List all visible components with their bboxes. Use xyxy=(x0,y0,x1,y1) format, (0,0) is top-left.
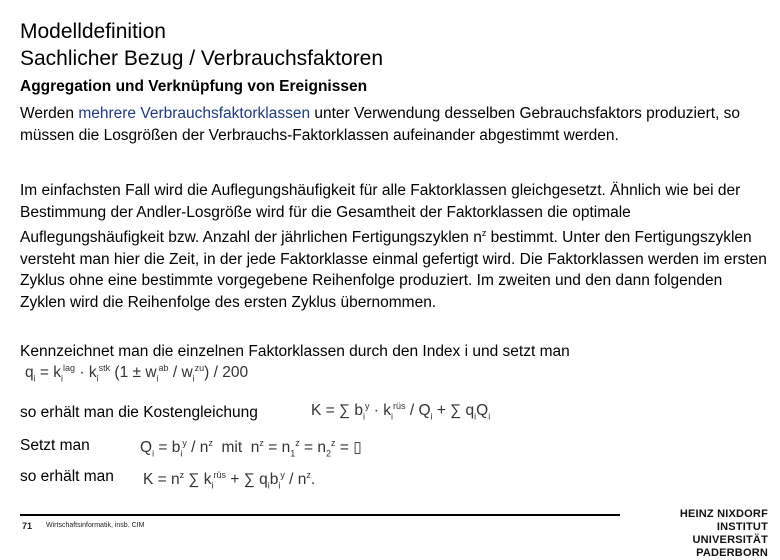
p1-highlight: mehrere Verbrauchsfaktorklassen xyxy=(78,105,311,122)
footer-divider xyxy=(20,514,620,516)
formula-setzt: $Q_i = b_i^y / n^z$ mit $n^z = n_1^z = n_2^z$ = ▯ xyxy=(140,438,362,459)
p2-part-1: Im einfachsten Fall wird die Auflegungshäufigkeit für alle Faktorklassen gleichgesetzt. Ähnlich wie bei der Bestimmung der Andler-Losgröße wird für die Gesamtheit der Faktorklassen die optimale Auflegungshäufigkeit bzw. Anzahl der jährlichen Fertigungszyklen n xyxy=(20,182,741,247)
p2-superscript: z xyxy=(481,228,487,238)
logo-line-1: HEINZ NIXDORF INSTITUT xyxy=(679,508,768,533)
label-so-erhaelt: so erhält man xyxy=(20,468,114,485)
subheading: Aggregation und Verknüpfung von Ereignissen xyxy=(20,78,368,95)
slide-title xyxy=(20,18,383,72)
paragraph-3: Kennzeichnet man die einzelnen Faktorklassen durch den Index i und setzt man xyxy=(20,343,570,360)
formula-q-definition: $q_i = k_i^{lag} \cdot k_i^{stk}$ $(1 \pm w_i^{ab} / w_i^{zu}) / 200$ xyxy=(25,363,249,384)
logo-line-2: UNIVERSITÄT PADERBORN xyxy=(692,534,768,559)
paragraph-1 xyxy=(20,103,768,146)
institute-logo xyxy=(628,508,768,560)
p1-after: unter Verwendung desselben Gebrauchsfaktors produziert, so müssen die Losgrößen der Verbrauchs-Faktorklassen aufeinander abgestimmt werden. xyxy=(20,105,741,144)
course-name: Wirtschaftsinformatik, insb. CIM xyxy=(46,522,145,529)
title-line-1: Modelldefinition xyxy=(20,20,166,43)
label-setzt-man: Setzt man xyxy=(20,437,90,454)
title-line-2: Sachlicher Bezug / Verbrauchsfaktoren xyxy=(20,47,384,70)
formula-cost-equation: K = ∑ $b_i^y \cdot k_i^{rüs} / Q_i$ + ∑ $q_iQ_i$ xyxy=(311,401,491,422)
p1-before: Werden xyxy=(20,105,79,122)
paragraph-2 xyxy=(20,180,768,313)
label-kostengleichung: so erhält man die Kostengleichung xyxy=(20,404,258,421)
formula-result: $K = n^z$ ∑ $k_i^{rüs}$ + ∑ $q_ib_i^y / n^z$. xyxy=(143,470,316,491)
page-number: 71 xyxy=(22,521,33,531)
p2-part-2: bestimmt. Unter den Fertigungszyklen versteht man hier die Zeit, in der jede Faktorklasse einmal gefertigt wird. Die Faktorklassen werden im ersten Zyklus ohne eine bestimmte vorgegebene Reihenfolge produziert. Im zweiten und den dann folgenden Zyklen wird die Reihenfolge des ersten Zyklus übernommen. xyxy=(20,229,767,311)
